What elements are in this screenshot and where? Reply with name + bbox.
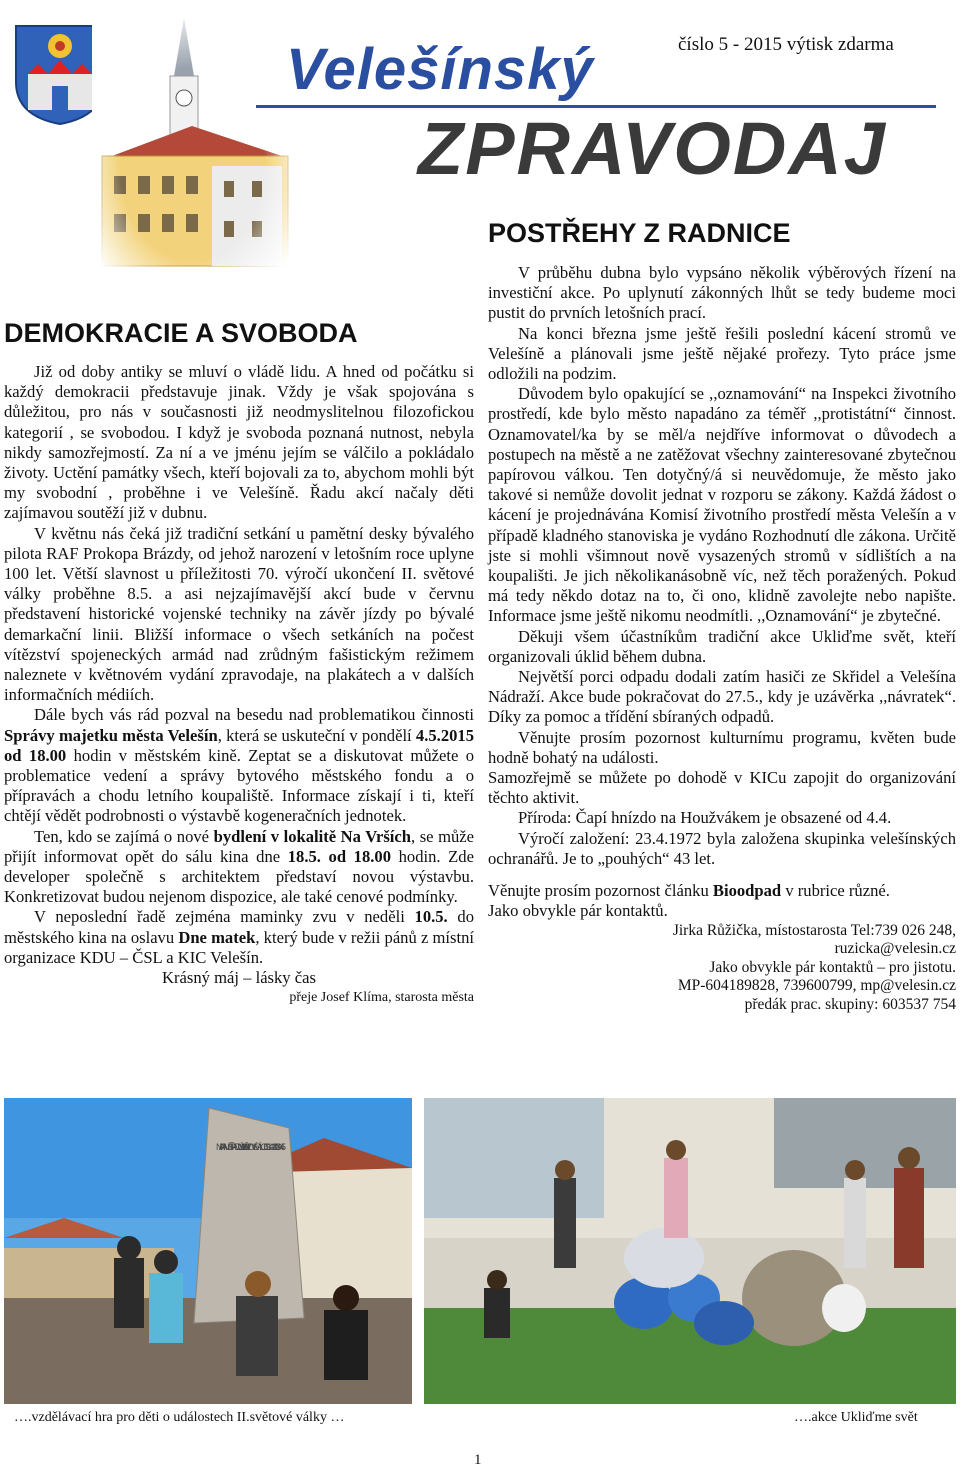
left-column (4, 362, 474, 1009)
right-paragraph: Na konci března jsme ještě řešili poslední kácení stromů ve Velešíně a plánovali jsme ještě nějaké prořezy. Tyto práce jsme odložili na podzim. (488, 323, 956, 384)
right-column (488, 263, 956, 1014)
text-run: V neposlední řadě zejména maminky zvu v neděli (34, 907, 415, 927)
contact-line: Jirka Růžička, místostarosta Tel:739 026 248, (672, 921, 956, 939)
right-paragraph: Příroda: Čapí hnízdo na Houžvákem je obsazené od 4.4. (518, 808, 892, 828)
photo-caption-left: ….vzdělávací hra pro děti o událostech II.světové války … (14, 1410, 345, 1425)
right-paragraph: Jako obvykle pár kontaktů. (488, 901, 668, 921)
spacer (488, 869, 956, 881)
text-run: hodin. Zde developer společně s architektem představí novou výstavbu. Konkretizovat budou nejenom dispozice, ale také cenové podmínky. (4, 846, 474, 907)
right-paragraph: Děkuji všem účastníkům tradiční akce Ukliďme svět, kteří organizovali úklid během dubna. (488, 626, 956, 666)
text-run: Věnujte prosím pozornost článku (488, 881, 713, 901)
page-number: 1 (474, 1452, 482, 1468)
issue-info: číslo 5 - 2015 výtisk zdarma (678, 34, 894, 55)
left-paragraph: V květnu nás čeká již tradiční setkání u pamětní desky bývalého pilota RAF Prokopa Brázdy, od jehož narození v letošním roce uplyne 100 let. Větší slavnost u příležitosti 70. výročí ukončení II. světové války proběhne 8.5. a asi nejzajímavější akcí bude v červnu představení historické vojenské techniky na závěr jízdy po bývalé demarkační linii. Bližší informace o všech setkáních na počest vítězství spojeneckých armád nad zrůdným fašistickým režimem naleznete v květnovém vydání zpravodaje, na plakátech a v dalších informačních médiích. (4, 523, 474, 705)
text-run: , který bude v režii pánů z místní organizace KDU – ČSL a KIC Velešín. (4, 927, 474, 967)
text-run: , se může přijít informovat opět do sálu kina dne (4, 826, 475, 866)
photo-caption-right: ….akce Ukliďme svět (794, 1410, 918, 1425)
town-hall-illustration (92, 16, 292, 284)
bold-run: bydlení v lokalitě Na Vrších (213, 826, 411, 846)
right-paragraph: Věnujte prosím pozornost kulturnímu programu, květen bude hodně bohatý na události. (488, 727, 956, 767)
left-heading: DEMOKRACIE A SVOBODA (4, 318, 358, 348)
bold-run: 10.5. (414, 907, 448, 927)
closing-line: Krásný máj – lásky čas (162, 968, 316, 988)
text-run: Ten, kdo se zajímá o nové (34, 826, 214, 846)
right-paragraph: Důvodem bylo opakující se ,,oznamování“ na Inspekci životního prostředí, kde bylo město napadáno za téměř ,,protistátní“ činnost. Oznamovatel/ka by se měl/a nejdříve informovat o důvodech a postupech na městě a ne zatěžovat všechny zainteresované zbytečnou papírovou válkou. Ten dotyčný/á si neuvědomuje, že město jako takové si nemůže dovolit jednat v rozporu se zákony. Každá žádost o kácení je projednávána Komisí životního prostředí města Velešín a v případě kladného stanoviska je vydáno Rozhodnutí dle zákona. Určitě jste si mohli všimnout nově vysazených stromů v sídlištích a na koupališti. Je jich několikanásobně víc, než těch poražených. Pokud má tedy někdo dotaz na to, či ono, klidně zavolejte nebo napište. Informace jsme ještě nikomu neodmítli. ,,Oznamování“ je zbytečné. (488, 384, 956, 626)
left-paragraph (4, 705, 474, 826)
right-paragraph: Výročí založení: 23.4.1972 byla založena skupinka velešínských ochranářů. Je to „pouhých“ 43 let. (488, 828, 956, 868)
text-run: , která se uskuteční v pondělí (217, 725, 416, 745)
text-run: Dále bych vás rád pozval na besedu nad problematikou činnosti (34, 705, 474, 725)
bold-run: Bioodpad (712, 881, 782, 901)
text-run: hodin v městském kině. Zeptat se a diskutovat můžete o problematice vedení a správy bytového městského fondu a o přípravách a chodu letního koupaliště. Informace získají i ti, kteří chtějí vědět podrobnosti o výstavbě kogeneračních jednotek. (4, 745, 474, 826)
contact-line: předák prac. skupiny: 603537 754 (744, 995, 956, 1013)
bold-run: Dne matek (178, 927, 256, 947)
text-run: v rubrice různé. (781, 881, 890, 901)
contact-line: Jako obvykle pár kontaktů – pro jistotu. (709, 958, 956, 976)
right-paragraph: Samozřejmě se můžete po dohodě v KICu zapojit do organizování těchto aktivit. (488, 768, 956, 808)
right-paragraph: V průběhu dubna bylo vypsáno několik výběrových řízení na investiční akce. Po uplynutí zákonných lhůt se tedy budeme moci pustit do prvních letošních prací. (488, 263, 956, 323)
masthead-title-line2: ZPRAVODAJ (418, 107, 887, 190)
right-heading: POSTŘEHY Z RADNICE (488, 218, 791, 248)
signature: přeje Josef Klíma, starosta města (289, 990, 474, 1006)
contact-email[interactable]: ruzicka@velesin.cz (834, 940, 956, 957)
text-run: do městského kina na oslavu (4, 907, 474, 947)
left-paragraph (4, 827, 474, 908)
left-paragraph (4, 907, 474, 968)
right-paragraph: Největší porci odpadu dodali zatím hasiči ze Skřidel a Velešína Nádraží. Akce bude pokračovat do 27.5., kdy je uzávěrka ,,návratek“. Díky za pomoc a třídění sbíraných odpadů. (488, 667, 956, 727)
right-paragraph (488, 881, 956, 901)
memorial-photo (4, 1098, 412, 1404)
left-paragraph: Již od doby antiky se mluví o vládě lidu. A hned od počátku si každý demokracii představuje jinak. Vždy je však spojována s důležitou, pro nás v současnosti již neodmyslitelnou filozofickou kategorií , se svobodou. I když je svoboda poznaná nutnost, nebyla nikdy samozřejmostí. Za ní a ve jménu jejím se válčilo a pokládalo životy. Uctění památky všech, kteří bojovali za to, abychom mohli být my svobodní , proběhne i ve Velešíně. Řadu akcí načaly děti zajímavou soutěží již v dubnu. (4, 362, 474, 523)
bold-run: 4.5.2015 od 18.00 (4, 725, 474, 765)
cleanup-photo (424, 1098, 956, 1404)
bold-run: 18.5. od 18.00 (287, 846, 391, 866)
masthead-title-line1: Velešínský (286, 37, 594, 102)
memorial-inscription: NA PAMĚŤ PADLÝCH V I. A II. SVĚTOVÉ VÁLCE 1914–18 1939–45 (216, 1142, 287, 1152)
bold-run: Správy majetku města Velešín (4, 725, 218, 745)
contact-line: MP-604189828, 739600799, mp@velesin.cz (677, 977, 956, 994)
